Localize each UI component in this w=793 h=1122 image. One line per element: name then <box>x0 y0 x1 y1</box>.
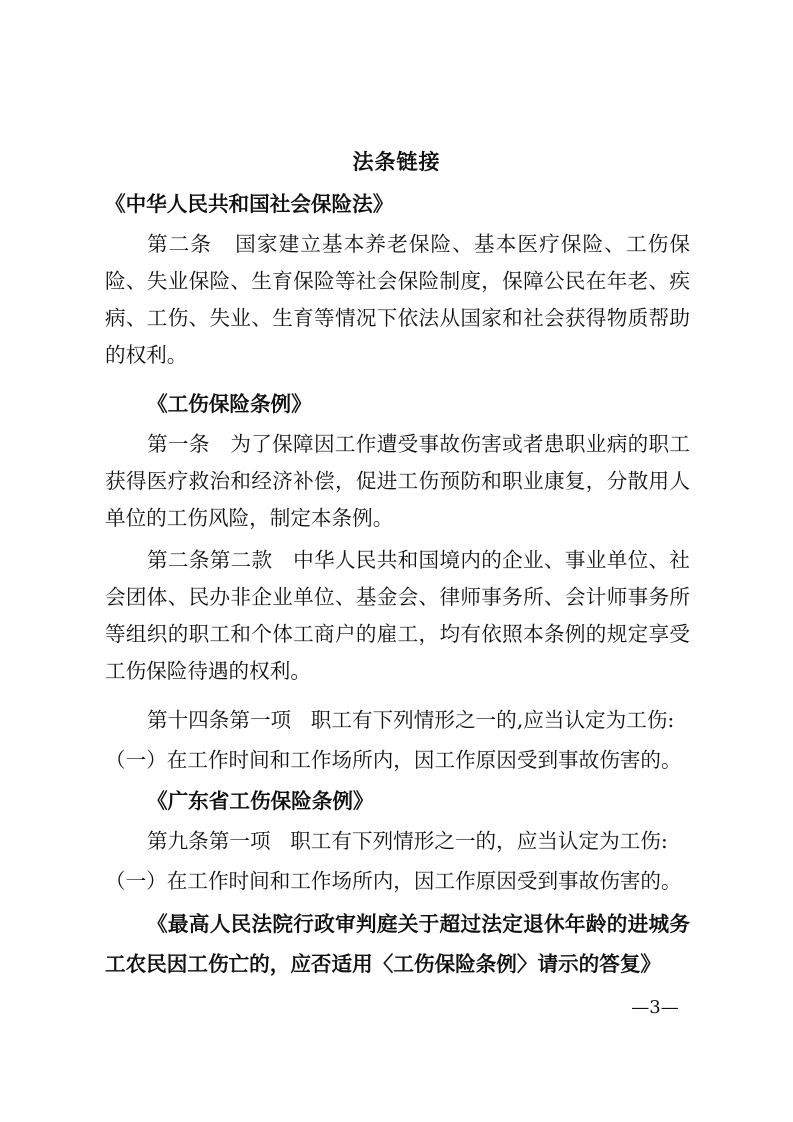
heading-text: 《中华人民共和国社会保险法》 <box>105 192 394 216</box>
article-number: 第九条第一项 <box>147 829 271 853</box>
article-text: 为了保障因工作遭受事故伤害或者患职业病的职工获得医疗救治和经济补偿，促进工伤预防和职业康复，分散用人单位的工伤风险，制定本条例。 <box>105 432 691 530</box>
article-paragraph <box>105 226 690 374</box>
law-heading-guangdong-regulation <box>105 783 690 820</box>
page-number: —3— <box>631 997 679 1018</box>
article-number: 第一条 <box>147 432 210 456</box>
article-item <box>105 863 690 900</box>
article-item <box>105 742 690 779</box>
article-text: 职工有下列情形之一的,应当认定为工伤: <box>310 708 675 732</box>
article-number: 第二条第二款 <box>147 548 273 572</box>
article-paragraph <box>105 702 690 739</box>
article-paragraph <box>105 542 690 690</box>
law-heading-work-injury-regulation <box>105 386 690 423</box>
article-number: 第十四条第一项 <box>147 708 292 732</box>
heading-text: 《广东省工伤保险条例》 <box>147 789 374 813</box>
heading-text: 《最高人民法院行政审判庭关于超过法定退休年龄的进城务工农民因工伤亡的，应否适用〈工伤保险条例〉请示的答复》 <box>105 912 690 976</box>
article-text: 中华人民共和国境内的企业、事业单位、社会团体、民办非企业单位、基金会、律师事务所、会计师事务所等组织的职工和个体工商户的雇工，均有依照本条例的规定享受工伤保险待遇的权利。 <box>105 548 691 683</box>
item-text: （一）在工作时间和工作场所内，因工作原因受到事故伤害的。 <box>105 748 682 772</box>
law-heading-social-insurance <box>105 186 690 223</box>
article-paragraph <box>105 426 690 537</box>
article-number: 第二条 <box>147 232 213 256</box>
article-paragraph <box>105 823 690 860</box>
item-text: （一）在工作时间和工作场所内，因工作原因受到事故伤害的。 <box>105 869 682 893</box>
law-heading-supreme-court-reply <box>105 904 690 984</box>
article-text: 国家建立基本养老保险、基本医疗保险、工伤保险、失业保险、生育保险等社会保险制度，保障公民在年老、疾病、工伤、失业、生育等情况下依法从国家和社会获得物质帮助的权利。 <box>105 232 690 367</box>
heading-text: 《工伤保险条例》 <box>147 392 312 416</box>
page-title: 法条链接 <box>352 149 441 174</box>
article-text: 职工有下列情形之一的，应当认定为工伤: <box>290 829 668 853</box>
